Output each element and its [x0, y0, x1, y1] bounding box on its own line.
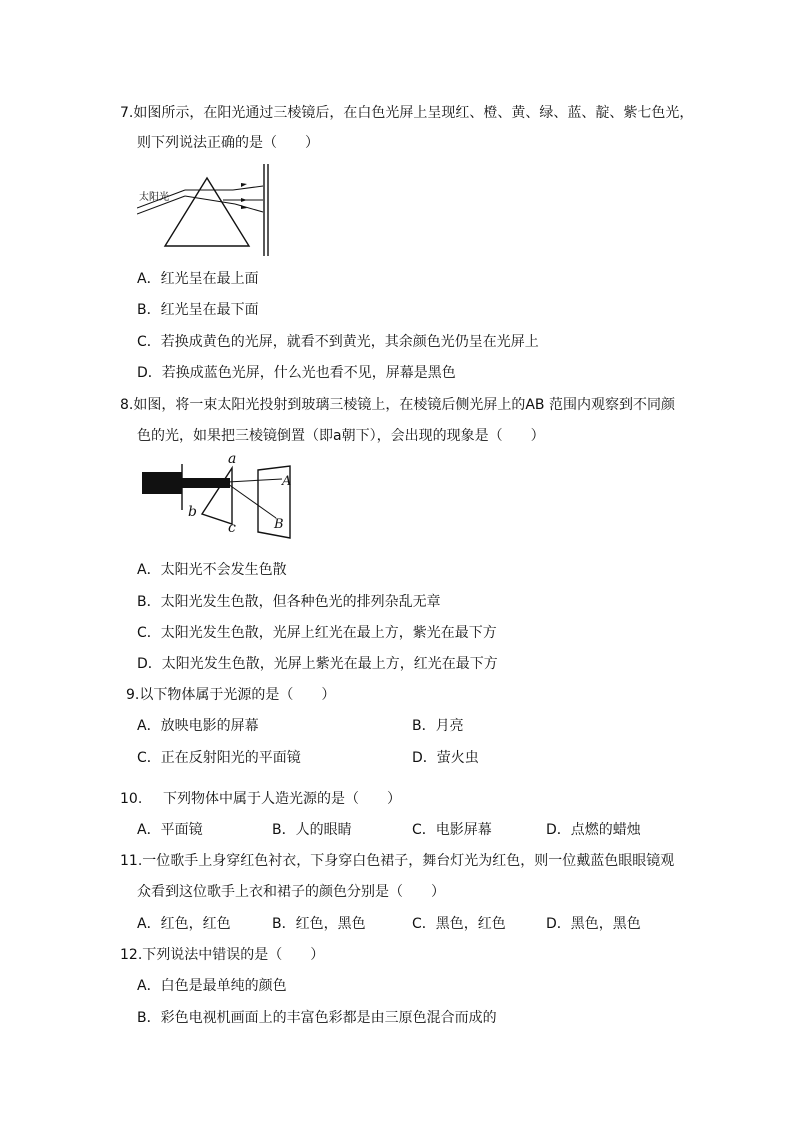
q10-option-a: A．平面镜 — [137, 822, 203, 838]
q8-prism-triangle — [202, 468, 232, 524]
q8-light-source — [142, 472, 182, 494]
q7-option-a: A．红光呈在最上面 — [137, 271, 259, 287]
q8-option-b: B．太阳光发生色散，但各种色光的排列杂乱无章 — [137, 594, 441, 610]
q9-stem: 9.以下物体属于光源的是（ ） — [126, 687, 336, 703]
q7-arrowhead — [241, 198, 247, 202]
q7-arrowhead — [241, 183, 247, 187]
q7-stem-line1: 7.如图所示，在阳光通过三棱镜后，在白色光屏上呈现红、橙、黄、绿、蓝、靛、紫七色光， — [120, 105, 694, 121]
q8-label-B: B — [274, 517, 284, 532]
q8-option-c: C．太阳光发生色散，光屏上红光在最上方，紫光在最下方 — [137, 625, 497, 641]
q7-option-d: D．若换成蓝色光屏，什么光也看不见，屏幕是黑色 — [137, 365, 456, 381]
q7-prism-triangle — [165, 178, 249, 246]
q8-stem-line1: 8.如图，将一束太阳光投射到玻璃三棱镜上，在棱镜后侧光屏上的AB 范围内观察到不同颜 — [120, 397, 675, 413]
q7-exit-ray — [233, 186, 263, 190]
q8-label-c: c — [228, 520, 236, 536]
q7-stem-line2: 则下列说法正确的是（ ） — [137, 135, 319, 151]
q8-label-A: A — [282, 474, 292, 489]
q8-ray-to-b — [228, 484, 276, 518]
q11-option-a: A．红色，红色 — [137, 916, 231, 932]
q8-stem-line2: 色的光，如果把三棱镜倒置（即a朝下），会出现的现象是（ ） — [137, 428, 545, 444]
q11-stem-line1: 11.一位歌手上身穿红色衬衣，下身穿白色裙子，舞台灯光为红色，则一位戴蓝色眼眼镜观 — [120, 853, 675, 869]
q8-option-d: D．太阳光发生色散，光屏上紫光在最上方，红光在最下方 — [137, 656, 498, 672]
q10-stem: 下列物体中属于人造光源的是（ ） — [163, 791, 401, 807]
q8-prism-figure — [140, 452, 300, 552]
q9-option-c: C．正在反射阳光的平面镜 — [137, 750, 301, 766]
q7-exit-ray — [235, 204, 263, 212]
q8-option-a: A．太阳光不会发生色散 — [137, 562, 287, 578]
q7-option-c: C．若换成黄色的光屏，就看不到黄光，其余颜色光仍呈在光屏上 — [137, 334, 539, 350]
q9-option-b: B．月亮 — [412, 718, 464, 734]
q7-option-b: B．红光呈在最下面 — [137, 302, 259, 318]
q7-prism-figure — [137, 160, 277, 258]
q11-option-b: B．红色，黑色 — [272, 916, 366, 932]
q11-stem-line2: 众看到这位歌手上衣和裙子的颜色分别是（ ） — [137, 884, 445, 900]
q8-ray-to-a — [228, 479, 282, 482]
q7-figure-label: 太阳光 — [139, 192, 169, 203]
q12-stem: 12.下列说法中错误的是（ ） — [120, 947, 325, 963]
q10-number: 10. — [120, 791, 143, 807]
q10-option-d: D．点燃的蜡烛 — [546, 822, 641, 838]
q11-option-d: D．黑色，黑色 — [546, 916, 641, 932]
q8-label-b: b — [188, 504, 197, 520]
q10-option-b: B．人的眼睛 — [272, 822, 352, 838]
q9-option-a: A．放映电影的屏幕 — [137, 718, 259, 734]
q8-label-a: a — [228, 452, 237, 467]
q10-option-c: C．电影屏幕 — [412, 822, 492, 838]
q11-option-c: C．黑色，红色 — [412, 916, 506, 932]
q9-option-d: D．萤火虫 — [412, 750, 479, 766]
q12-option-b: B．彩色电视机画面上的丰富色彩都是由三原色混合而成的 — [137, 1010, 497, 1026]
q12-option-a: A．白色是最单纯的颜色 — [137, 978, 287, 994]
